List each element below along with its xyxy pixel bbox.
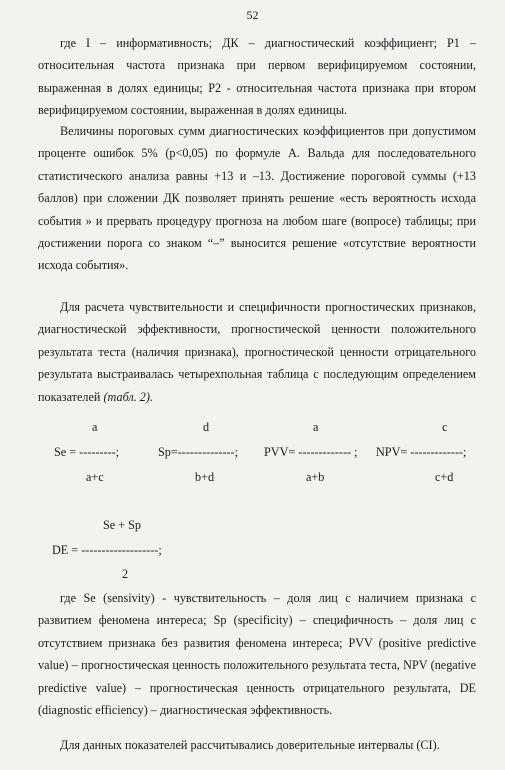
- se-formula: Se = ---------;: [54, 445, 120, 459]
- sp-formula: Sp=--------------;: [158, 445, 238, 459]
- se-denominator: a+c: [86, 470, 104, 484]
- ppv-numerator: a: [313, 420, 319, 434]
- npv-numerator: c: [442, 420, 448, 434]
- table-reference: (табл. 2).: [103, 389, 154, 404]
- npv-denominator: c+d: [435, 470, 454, 484]
- paragraph-definitions: где I – информативность; ДК – диагностический коэффициент; P1 – относительная частота признака при первом верифицируемом состоянии, выраженная в долях единицы; P2 - относительная частота признака при втором верифицируемом состоянии, выраженная в долях единицы.: [38, 36, 476, 118]
- paragraph-abbreviations: где Se (sensivity) - чувствительность – доля лиц с наличием признака с развитием феномена интереса; Sp (specificity) – специфичность – доля лиц с отсутствием признака без развития феномена интереса; PVV (positive predictive value) – прогностическая ценность положительного результата теста, NPV (negative predictive value) – прогностическая ценность отрицательного результата, DE (diagnostic efficiency) – диагностическая эффективность.: [38, 591, 476, 718]
- npv-formula: NPV= -------------;: [376, 445, 467, 459]
- paragraph-four-field-table-text: Для расчета чувствительности и специфичности прогностических признаков, диагностической эффективности, прогностической ценности положительного результата теста (наличия признака), прогностической ценности отрицательного результата выстраивалась четырехпольная таблица с последующим определением показателей: [38, 300, 476, 404]
- sp-numerator: d: [203, 420, 210, 434]
- de-formula: DE = -------------------;: [52, 543, 162, 557]
- se-numerator: a: [92, 420, 98, 434]
- paragraph-four-field-table: [38, 296, 476, 408]
- sp-denominator: b+d: [195, 470, 215, 484]
- de-denominator: 2: [122, 567, 129, 581]
- de-numerator: Se + Sp: [103, 518, 142, 532]
- page-number: 52: [246, 8, 259, 22]
- paragraph-threshold-sums: Величины пороговых сумм диагностических коэффициентов при допустимом проценте ошибок 5% (p<0,05) по формуле А. Вальда для последовательного статистического анализа равны +13 и –13. Достижение пороговой суммы (+13 баллов) при сложении ДК позволяет принять решение «есть вероятность исхода события » и прервать процедуру прогноза на любом шаге (вопросе) таблицы; при достижении порога со знаком “–” выносится решение «отсутствие вероятности исхода события».: [38, 124, 476, 273]
- ppv-denominator: a+b: [306, 470, 325, 484]
- ppv-formula: PVV= ------------- ;: [264, 445, 358, 459]
- paragraph-confidence-intervals: Для данных показателей рассчитывались доверительные интервалы (CI).: [60, 738, 440, 752]
